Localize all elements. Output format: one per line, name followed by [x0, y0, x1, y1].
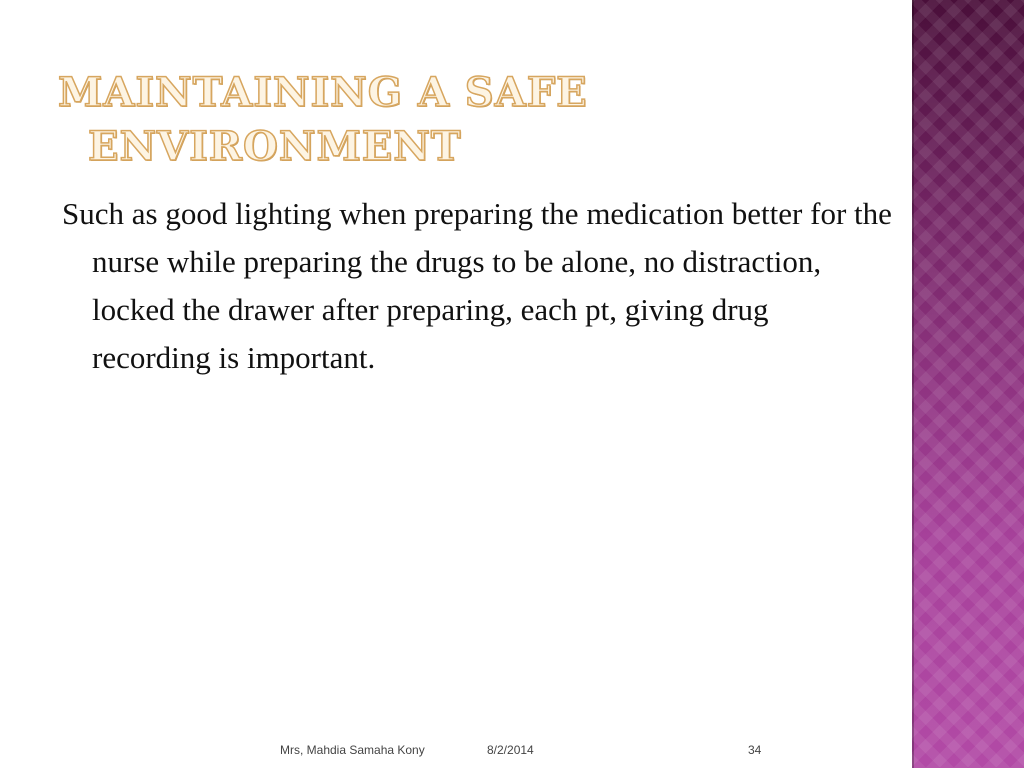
slide-title [58, 66, 838, 174]
slide-title-line-1: MAINTAINING A SAFE [58, 69, 588, 116]
slide-body-text: Such as good lighting when preparing the medication better for the nurse while preparing the drugs to be alone, no distraction, locked the drawer after preparing, each pt, giving drug recording is important. [62, 196, 892, 375]
slide-title-line-2: ENVIRONMENT [88, 123, 462, 170]
side-band-divider [912, 0, 914, 768]
footer-page-number: 34 [748, 743, 762, 757]
footer-author: Mrs, Mahdia Samaha Kony [280, 743, 425, 757]
footer-date: 8/2/2014 [487, 743, 534, 757]
decorative-side-band [912, 0, 1024, 768]
